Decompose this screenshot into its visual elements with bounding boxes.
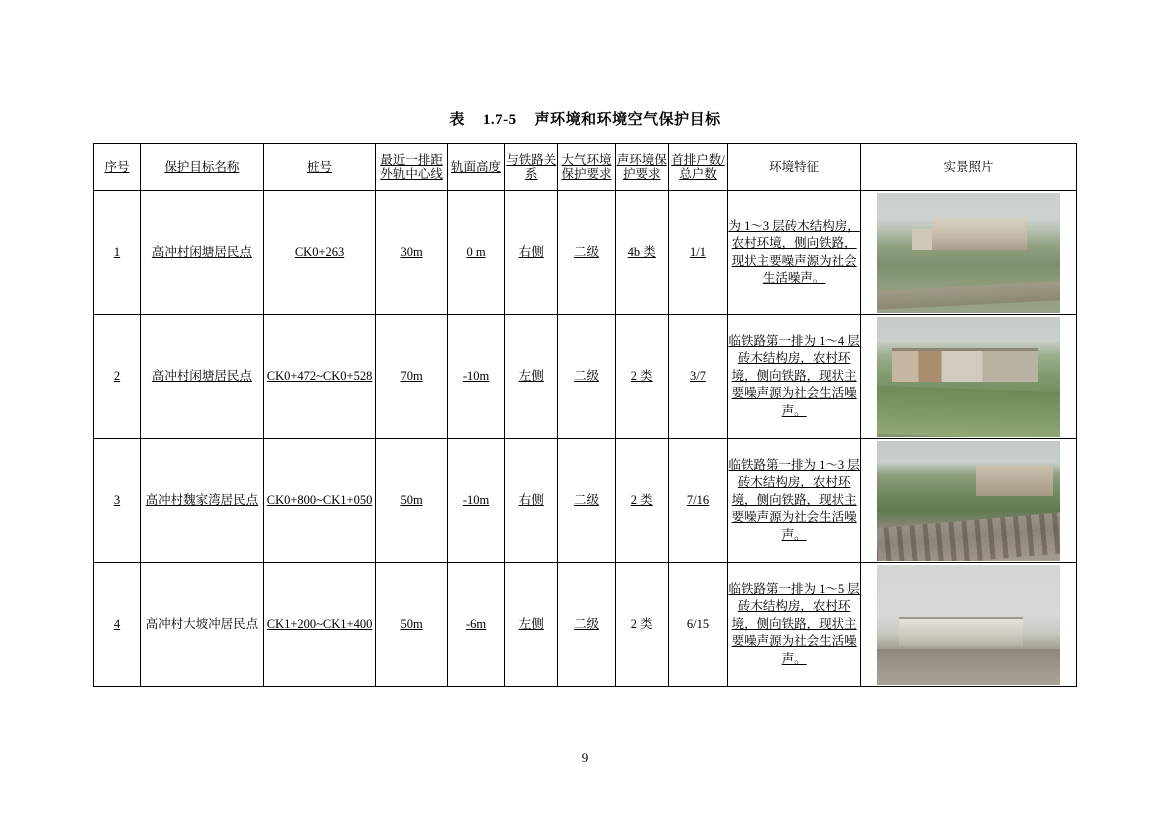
row-stake: CK1+200~CK1+400 [263,563,376,687]
table-row [94,315,1077,439]
row-noise-requirement: 2 类 [615,439,668,563]
row-photo-cell [861,315,1077,439]
row-feature: 临铁路第一排为 1～3 层砖木结构房，农村环境，侧向铁路，现状主要噪声源为社会生活噪声。 [728,439,861,563]
row-photo-cell [861,439,1077,563]
col-header-photo: 实景照片 [861,144,1077,191]
row-air-requirement: 二级 [558,563,615,687]
col-header-rail-height: 轨面高度 [447,144,504,191]
col-header-stake: 桩号 [263,144,376,191]
row-stake: CK0+472~CK0+528 [263,315,376,439]
row-stake: CK0+800~CK1+050 [263,439,376,563]
col-header-relation: 与铁路关系 [505,144,558,191]
row-households: 1/1 [668,191,727,315]
page-number: 9 [581,750,589,765]
col-header-no: 序号 [94,144,141,191]
col-header-noise-requirement: 声环境保护要求 [615,144,668,191]
row-no: 4 [94,563,141,687]
row-noise-requirement: 2 类 [615,315,668,439]
village-houses-photo [877,317,1060,437]
row-households: 7/16 [668,439,727,563]
col-header-distance: 最近一排距外轨中心线 [376,144,448,191]
row-noise-requirement: 4b 类 [615,191,668,315]
table-row [94,191,1077,315]
row-rail-height: -10m [447,439,504,563]
row-air-requirement: 二级 [558,315,615,439]
protection-targets-table [93,143,1077,687]
row-households: 6/15 [668,563,727,687]
row-name: 高冲村大坡冲居民点 [141,563,264,687]
col-header-households: 首排户数/总户数 [668,144,727,191]
col-header-feature: 环境特征 [728,144,861,191]
row-photo-cell [861,191,1077,315]
row-air-requirement: 二级 [558,191,615,315]
row-stake: CK0+263 [263,191,376,315]
row-no: 3 [94,439,141,563]
table-header-row [94,144,1077,191]
row-feature: 为 1～3 层砖木结构房，农村环境，侧向铁路，现状主要噪声源为社会生活噪声。 [728,191,861,315]
railway-track-photo [877,441,1060,561]
row-relation: 左侧 [505,315,558,439]
hillside-houses-photo [877,193,1060,313]
table-row [94,563,1077,687]
row-name: 高冲村闲塘居民点 [141,315,264,439]
row-no: 2 [94,315,141,439]
row-no: 1 [94,191,141,315]
title-label: 表 [449,112,465,128]
row-distance: 50m [376,439,448,563]
row-distance: 50m [376,563,448,687]
col-header-name: 保护目标名称 [141,144,264,191]
title-number: 1.7-5 [482,112,517,128]
title-text: 声环境和环境空气保护目标 [534,112,721,128]
page-title [0,108,1170,129]
white-building-photo [877,565,1060,685]
row-households: 3/7 [668,315,727,439]
row-feature: 临铁路第一排为 1～5 层砖木结构房，农村环境，侧向铁路，现状主要噪声源为社会生活噪声。 [728,563,861,687]
row-photo-cell [861,563,1077,687]
row-relation: 左侧 [505,563,558,687]
row-relation: 右侧 [505,439,558,563]
col-header-air-requirement: 大气环境保护要求 [558,144,615,191]
row-rail-height: -6m [447,563,504,687]
row-distance: 70m [376,315,448,439]
row-name: 高冲村闲塘居民点 [141,191,264,315]
row-rail-height: -10m [447,315,504,439]
row-rail-height: 0 m [447,191,504,315]
row-air-requirement: 二级 [558,439,615,563]
row-feature: 临铁路第一排为 1～4 层砖木结构房，农村环境，侧向铁路，现状主要噪声源为社会生活噪声。 [728,315,861,439]
row-relation: 右侧 [505,191,558,315]
table-row [94,439,1077,563]
row-distance: 30m [376,191,448,315]
row-name: 高冲村魏家湾居民点 [141,439,264,563]
row-noise-requirement: 2 类 [615,563,668,687]
